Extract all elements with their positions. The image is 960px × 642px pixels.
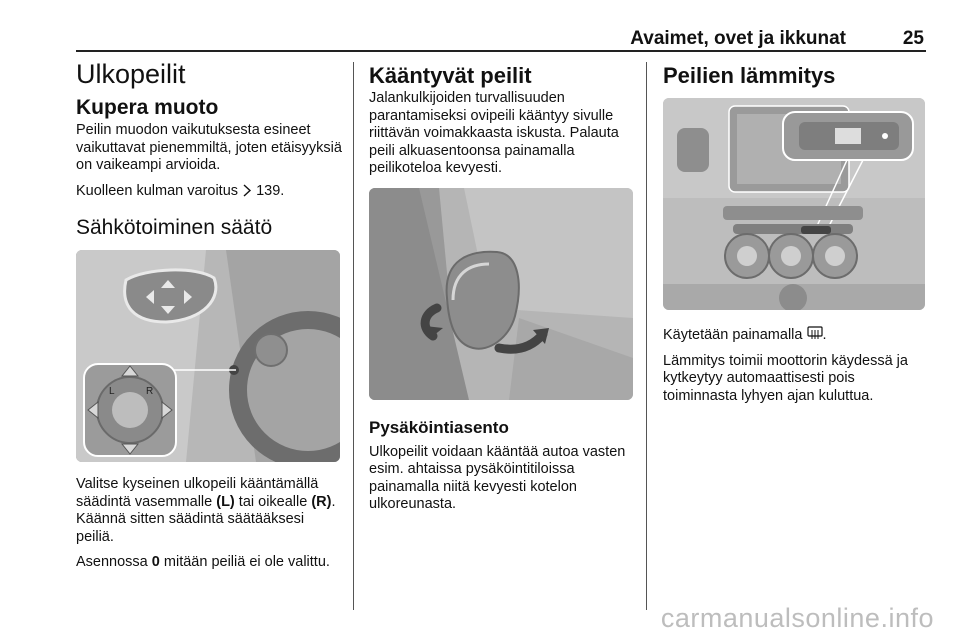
mirror-heating-figure <box>663 98 925 310</box>
figure-label-r: R <box>146 386 154 397</box>
column-divider <box>646 62 647 610</box>
subsection-heading: Kupera muoto <box>76 96 219 119</box>
paragraph: Peilin muodon vaikutuksesta esineet vaikuttavat pienemmiltä, joten etäisyyksiä on vaikeampi arvioida. <box>76 122 342 173</box>
paragraph: Jalankulkijoiden turvallisuuden parantamiseksi ovipeili kääntyy sivulle riittävän voimakkaasta iskusta. Palauta peili alkuasentoonsa painamalla peilikoteloa kevyesti. <box>369 90 619 176</box>
column-2 <box>369 58 635 522</box>
paragraph: Asennossa 0 mitään peiliä ei ole valittu. <box>76 554 330 570</box>
mirror-heating-icon <box>807 326 823 341</box>
page-reference-arrow-icon <box>242 184 252 197</box>
section-heading: Kääntyvät peilit <box>369 63 532 88</box>
column-1 <box>76 58 342 580</box>
mirror-adjust-illustration <box>76 250 340 462</box>
folding-mirror-illustration <box>369 188 633 400</box>
paragraph: Käytetään painamalla . <box>663 327 827 343</box>
paragraph: Ulkopeilit voidaan kääntää autoa vasten esim. ahtaissa pysäköintitiloissa painamalla niitä kevyesti kotelon ulkoreunasta. <box>369 443 626 512</box>
paragraph-text: Käytetään painamalla <box>663 327 807 343</box>
subsection-heading: Sähkötoiminen säätö <box>76 216 273 239</box>
column-3 <box>663 58 927 413</box>
header-rule <box>76 50 926 52</box>
page-header <box>76 26 926 52</box>
paragraph: Valitse kyseinen ulkopeili kääntämällä säädintä vasemmalle (L) tai oikealle (R). Käännä sitten säädintä säätääksesi peiliä. <box>76 476 336 545</box>
paragraph-text: Kuolleen kulman varoitus <box>76 182 243 199</box>
section-heading: Peilien lämmitys <box>663 63 836 88</box>
page-number: 25 <box>902 28 924 49</box>
section-heading: Ulkopeilit <box>76 59 186 89</box>
watermark: carmanualsonline.info <box>660 603 934 633</box>
chapter-title: Avaimet, ovet ja ikkunat <box>630 28 846 49</box>
page-reference[interactable]: 139. <box>256 182 285 199</box>
dashboard-illustration <box>663 98 925 310</box>
subsection-heading: Pysäköintiasento <box>369 417 509 437</box>
paragraph <box>76 183 342 201</box>
folding-mirror-figure <box>369 188 633 400</box>
mirror-adjust-figure <box>76 250 340 462</box>
paragraph: Lämmitys toimii moottorin käydessä ja kytkeytyy automaattisesti pois toiminnasta lyhyen ajan kuluttua. <box>663 352 908 404</box>
column-divider <box>353 62 354 610</box>
figure-label-l: L <box>109 386 115 397</box>
